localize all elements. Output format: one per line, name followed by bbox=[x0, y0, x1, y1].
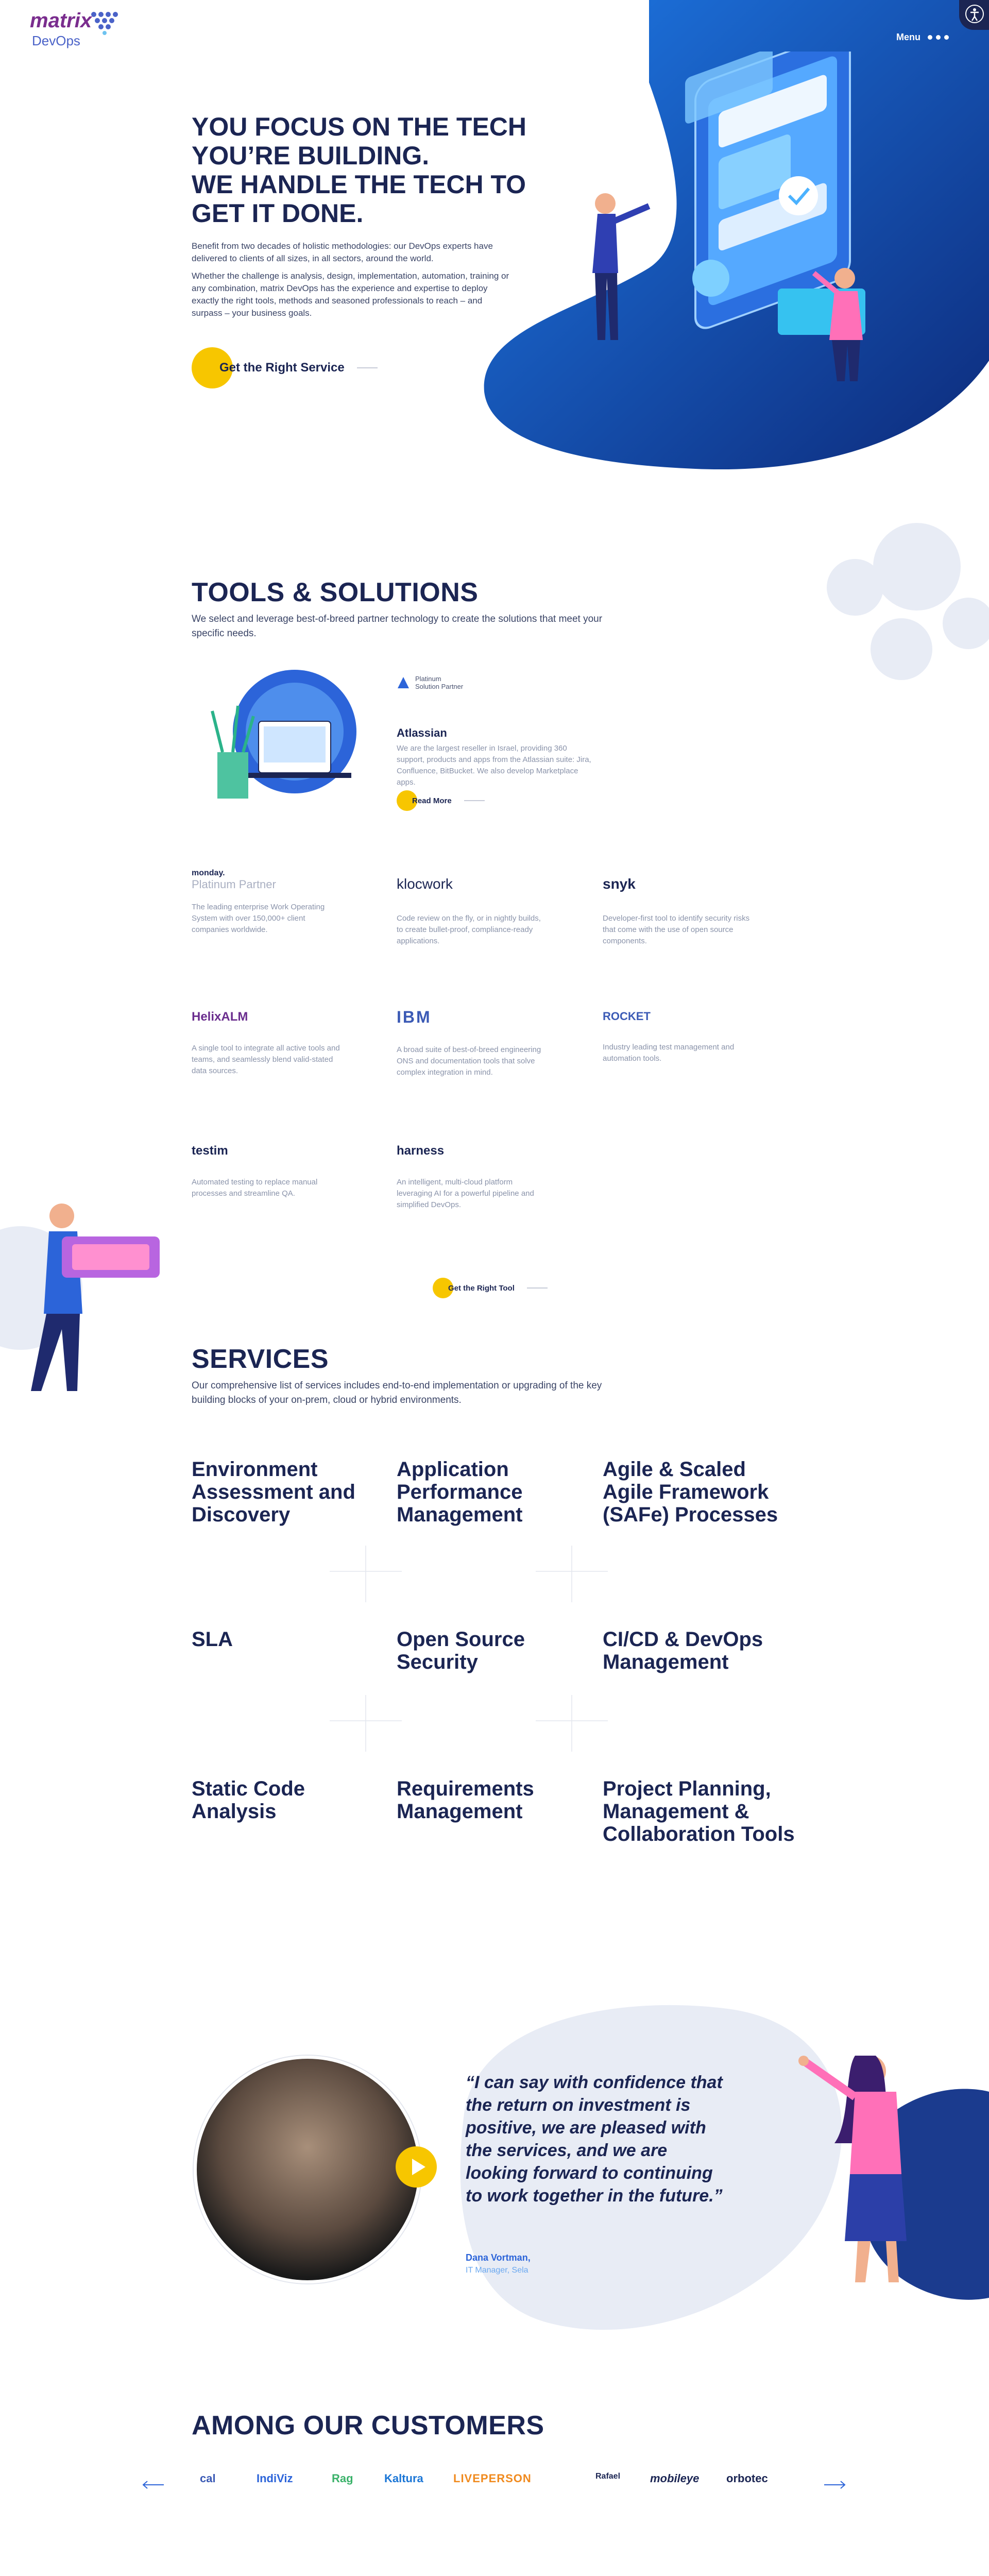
arrow-left-icon bbox=[141, 2481, 149, 2489]
accessibility-icon bbox=[959, 0, 989, 30]
hero-headline-line-1: YOU FOCUS ON THE TECH bbox=[192, 112, 527, 141]
service-env-assessment[interactable]: Environment Assessment and Discovery bbox=[192, 1458, 355, 1526]
rocket-logo: ROCKET bbox=[603, 1010, 651, 1023]
service-agile-safe[interactable]: Agile & Scaled Agile Framework (SAFe) Processes bbox=[603, 1458, 778, 1526]
testimonial-name: Dana Vortman, bbox=[466, 2252, 531, 2263]
decorative-circles bbox=[824, 495, 989, 711]
service-static-code[interactable]: Static Code Analysis bbox=[192, 1777, 305, 1823]
featured-tool-name: Atlassian bbox=[397, 726, 447, 739]
get-right-tool-button[interactable] bbox=[433, 1278, 548, 1298]
badge-line-1: Platinum bbox=[415, 675, 441, 683]
hero-illustration bbox=[556, 52, 927, 412]
service-requirements[interactable]: Requirements Management bbox=[397, 1777, 534, 1823]
snyk-desc: Developer-first tool to identify security risks that come with the use of open source components. bbox=[603, 914, 750, 945]
tools-illustration bbox=[192, 659, 356, 829]
arrow-right-icon bbox=[839, 2481, 847, 2489]
service-cicd[interactable]: CI/CD & DevOps Management bbox=[603, 1628, 763, 1673]
services-title: SERVICES bbox=[192, 1344, 329, 1374]
menu-dots-icon bbox=[928, 35, 949, 40]
ibm-desc: A broad suite of best-of-breed engineering ONS and documentation tools that solve complex integration in mind. bbox=[397, 1045, 541, 1077]
atlassian-badge bbox=[397, 675, 463, 690]
testimonial-photo bbox=[194, 2056, 421, 2283]
customers-prev-arrow[interactable] bbox=[143, 2484, 164, 2485]
testimonial-quote: “I can say with confidence that the return on investment is positive, we are pleased with the services, and we are looking forward to continuing to work together in the future.” bbox=[466, 2073, 723, 2206]
ibm-logo: IBM bbox=[397, 1008, 432, 1026]
tool-testim[interactable] bbox=[192, 1144, 362, 1199]
service-open-source-security[interactable]: Open Source Security bbox=[397, 1628, 525, 1673]
logo-subtext: DevOps bbox=[32, 33, 80, 48]
service-apm[interactable]: Application Performance Management bbox=[397, 1458, 523, 1526]
person-illustration-left bbox=[0, 1185, 165, 1401]
klocwork-logo: klocwork bbox=[397, 876, 453, 892]
play-icon bbox=[396, 2146, 437, 2188]
tool-monday[interactable] bbox=[192, 869, 362, 936]
hero-headline-line-2: YOU’RE BUILDING. bbox=[192, 141, 430, 170]
hero-headline-line-4: GET IT DONE. bbox=[192, 199, 364, 228]
badge-line-2: Solution Partner bbox=[415, 683, 464, 690]
harness-logo: harness bbox=[397, 1144, 445, 1158]
get-right-service-button[interactable] bbox=[192, 347, 378, 388]
logo-text: matrix bbox=[30, 9, 92, 32]
woman-illustration bbox=[773, 2040, 958, 2308]
scroll-down-link[interactable]: Scroll Down bbox=[609, 485, 670, 498]
atlassian-logo-icon bbox=[397, 676, 410, 689]
accessibility-button[interactable] bbox=[959, 0, 989, 30]
testimonial-role: IT Manager, Sela bbox=[466, 2266, 528, 2275]
customer-logo-rafael: Rafael bbox=[595, 2472, 621, 2481]
customers-next-arrow[interactable] bbox=[824, 2484, 845, 2485]
featured-tool-desc: We are the largest reseller in Israel, providing 360 support, products and apps from the Atlassian suite: Jira, Confluence, BitBucket. We also develop Marketplace apps. bbox=[397, 744, 591, 787]
customer-logo-mobileye: mobileye bbox=[650, 2472, 700, 2485]
customer-logo-rag: Rag bbox=[332, 2472, 353, 2485]
menu-button[interactable] bbox=[896, 32, 949, 43]
klocwork-desc: Code review on the fly, or in nightly builds, to create bullet-proof, compliance-ready applications. bbox=[397, 914, 541, 945]
tools-title: TOOLS & SOLUTIONS bbox=[192, 578, 479, 607]
customer-logo-indiviz: IndiViz bbox=[257, 2472, 293, 2485]
customer-logo-orbotec: orbotec bbox=[726, 2472, 768, 2485]
helix-logo: HelixALM bbox=[192, 1010, 248, 1024]
tools-subtitle: We select and leverage best-of-breed partner technology to create the solutions that meet your specific needs. bbox=[192, 614, 603, 639]
testim-logo: testim bbox=[192, 1144, 228, 1158]
service-sla[interactable]: SLA bbox=[192, 1628, 233, 1651]
tool-snyk[interactable] bbox=[603, 876, 773, 947]
logo[interactable] bbox=[30, 9, 133, 61]
menu-label: Menu bbox=[896, 32, 920, 42]
play-video-button[interactable] bbox=[396, 2146, 437, 2188]
snyk-logo: snyk bbox=[603, 876, 636, 892]
get-right-service-label: Get the Right Service bbox=[219, 361, 345, 375]
hero-paragraph-1: Benefit from two decades of holistic methodologies: our DevOps experts have delivered to clients of all sizes, in all sectors, around the world. bbox=[192, 241, 493, 263]
read-more-label: Read More bbox=[412, 796, 452, 805]
tool-klocwork[interactable] bbox=[397, 876, 567, 947]
harness-desc: An intelligent, multi-cloud platform leveraging AI for a powerful pipeline and simplified DevOps. bbox=[397, 1178, 534, 1209]
helix-desc: A single tool to integrate all active tools and teams, and seamlessly blend valid-stated data sources. bbox=[192, 1044, 340, 1075]
customer-logo-cal: cal bbox=[200, 2472, 216, 2485]
monday-partner: Platinum Partner bbox=[192, 878, 276, 891]
customer-logo-kaltura: Kaltura bbox=[384, 2472, 423, 2485]
customers-title: AMONG OUR CUSTOMERS bbox=[192, 2411, 544, 2441]
services-grid-lines bbox=[319, 1546, 628, 1752]
get-right-tool-label: Get the Right Tool bbox=[448, 1283, 515, 1293]
customer-logo-liveperson: LIVEPERSON bbox=[453, 2472, 532, 2485]
tool-harness[interactable] bbox=[397, 1144, 567, 1211]
monday-logo-text: monday. bbox=[192, 869, 225, 877]
logo-mark-icon bbox=[87, 9, 124, 40]
monday-desc: The leading enterprise Work Operating System with over 150,000+ client companies worldwide. bbox=[192, 903, 325, 934]
arrow-line-icon bbox=[357, 367, 378, 368]
services-subtitle: Our comprehensive list of services includes end-to-end implementation or upgrading of the key building blocks of your on-prem, cloud or hybrid environments. bbox=[192, 1380, 602, 1405]
service-project-planning[interactable]: Project Planning, Management & Collaboration Tools bbox=[603, 1777, 795, 1845]
hero-headline-line-3: WE HANDLE THE TECH TO bbox=[192, 170, 526, 199]
testim-desc: Automated testing to replace manual processes and streamline QA. bbox=[192, 1178, 318, 1198]
arrow-line-icon bbox=[464, 800, 485, 801]
tool-ibm[interactable] bbox=[397, 1008, 567, 1078]
tool-rocket[interactable] bbox=[603, 1010, 773, 1064]
hero-paragraph-2: Whether the challenge is analysis, design, implementation, automation, training or any combination, matrix DevOps has the experience and expertise to deploy exactly the right tools, methods and seasoned professionals to reach – and surpass – your business goals. bbox=[192, 271, 509, 318]
tool-helix[interactable] bbox=[192, 1010, 362, 1077]
rocket-desc: Industry leading test management and automation tools. bbox=[603, 1043, 735, 1063]
read-more-button[interactable] bbox=[397, 790, 485, 811]
arrow-line-icon bbox=[527, 1287, 548, 1289]
monday-logo bbox=[192, 869, 362, 878]
